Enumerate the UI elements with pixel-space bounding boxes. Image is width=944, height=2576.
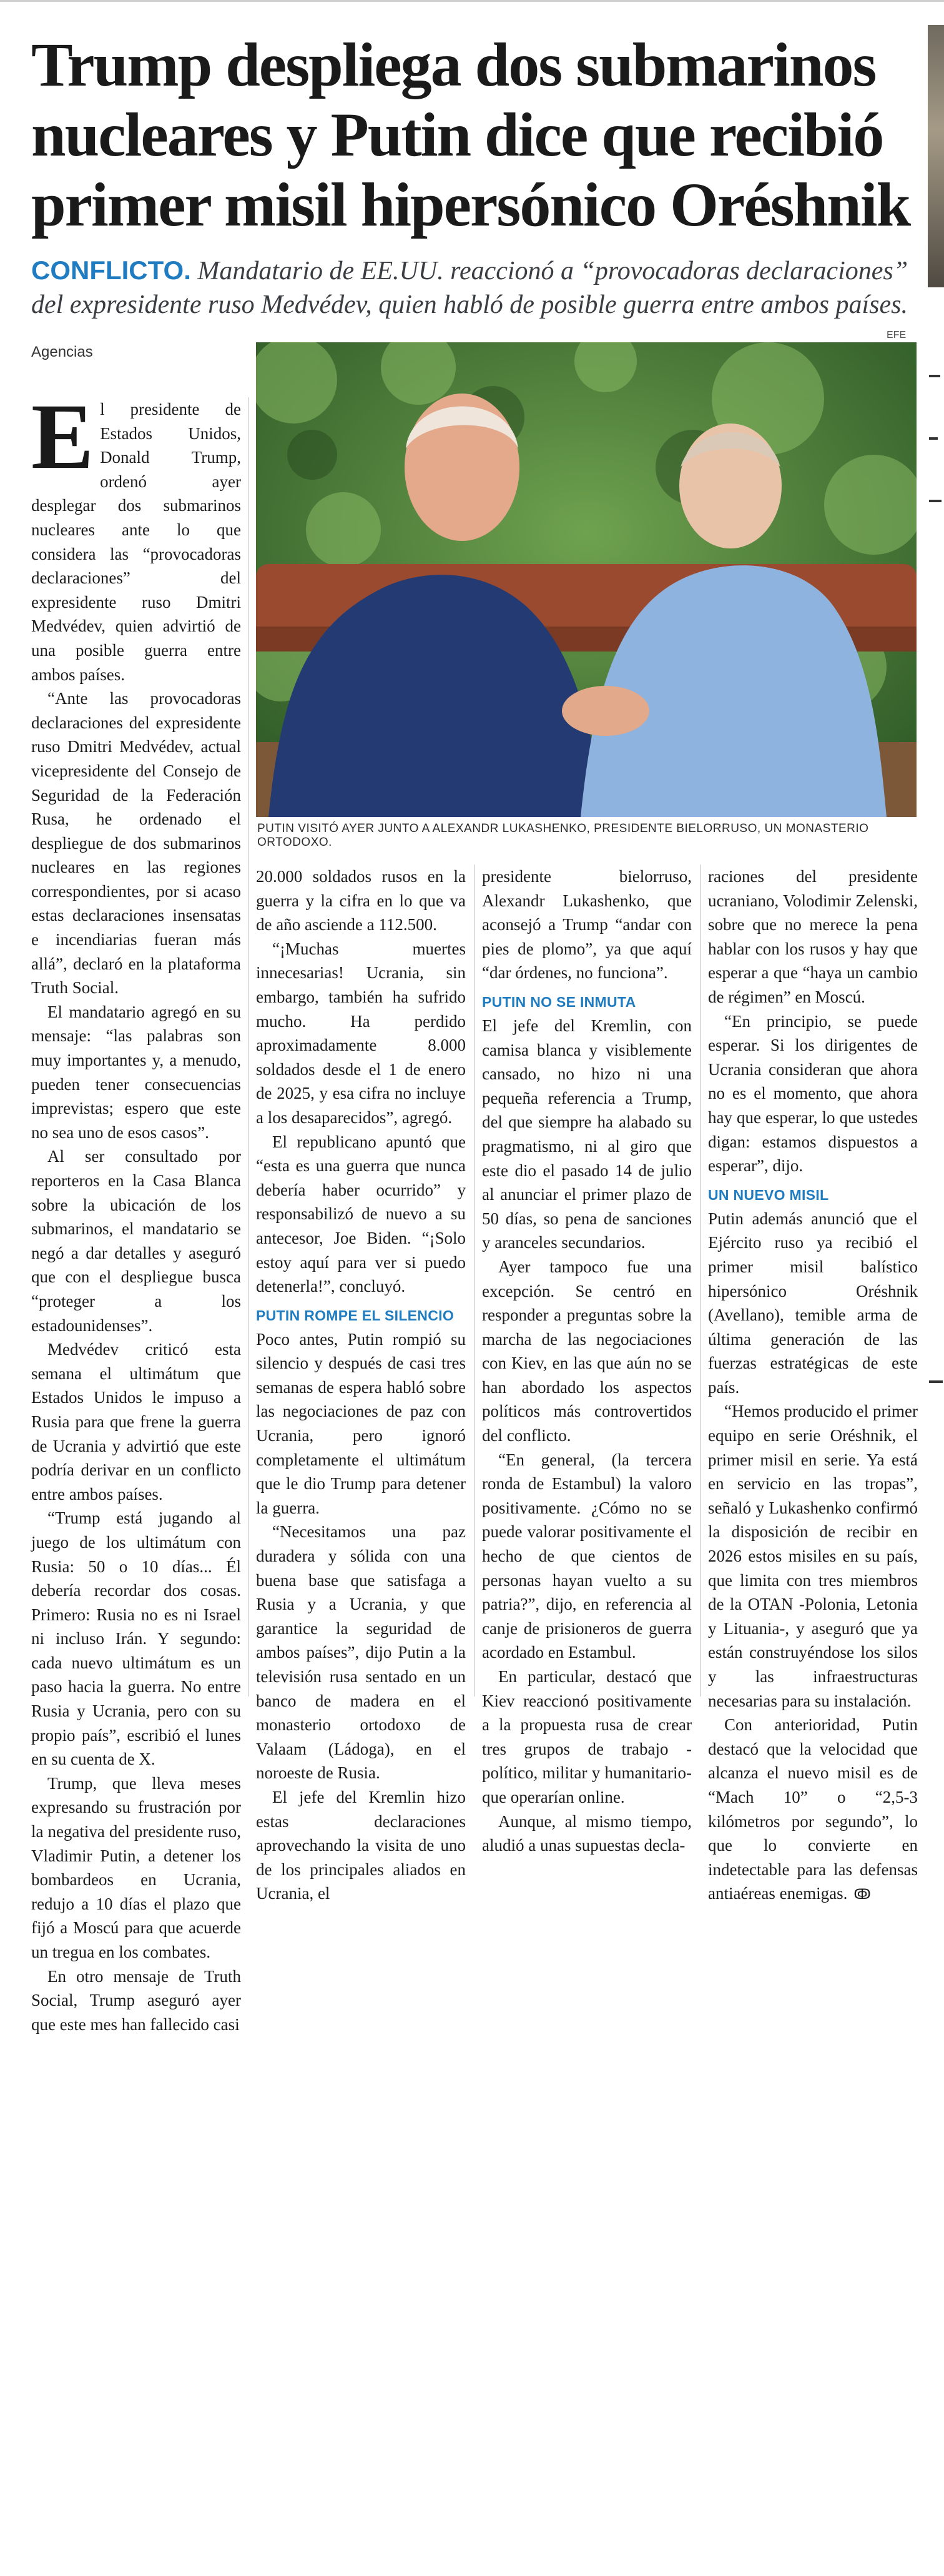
photo [256,342,917,817]
paragraph: Aunque, al mismo tiempo, aludió a unas supuestas decla- [482,1811,692,1855]
paragraph: El jefe del Kremlin hizo estas declaraciones aprovechando la visita de uno de los principales aliados en Ucrania, el [256,1787,466,1903]
paragraph: presidente bielorruso, Alexandr Lukashenko, que aconsejó a Trump “andar con pies de plomo”, ya que aquí “dar órdenes, no funciona”. [482,867,692,983]
subhead-putin-no-se-inmuta: PUTIN NO SE INMUTA [482,993,636,1010]
paragraph: El jefe del Kremlin, con camisa blanca y visiblemente cansado, no hizo ni una pequeña referencia a Trump, del que siempre ha alabado su pragmatismo, ni al giro que este dio el pasado 14 de julio al anunciar el primer plazo de 50 días, so pena de sanciones y aranceles secundarios. [482,1016,692,1252]
adjacent-text-fragment [929,437,938,440]
subhead-un-nuevo-misil: UN NUEVO MISIL [708,1186,829,1203]
column-2 [256,864,466,2576]
photo-caption: PUTIN VISITÓ AYER JUNTO A ALEXANDR LUKASHENKO, PRESIDENTE BIELORRUSO, UN MONASTERIO ORTODOXO. [257,822,869,849]
adjacent-article-edge [928,0,944,1712]
paragraph: Poco antes, Putin rompió su silencio y después de casi tres semanas de espera habló sobre las negociaciones de paz con Ucrania, pero ignoró completamente el ultimátum que le dio Trump para detener la guerra. [256,1329,466,1517]
paragraph: l presidente de Estados Unidos, Donald Trump, ordenó ayer desplegar dos submarinos nucleares ante lo que considera las “provocadoras declaraciones” del expresidente ruso Dmitri Medvédev, quien advirtió de una posible guerra entre ambos países. [31,400,241,684]
paragraph: “¡Muchas muertes innecesarias! Ucrania, sin embargo, también ha sufrido mucho. Ha perdido aproximadamente 8.000 soldados desde el 1 de enero de 2025, y esa cifra no incluye a los desaparecidos”, agregó. [256,939,466,1127]
top-rule [0,0,944,2]
subhead-putin-rompe: PUTIN ROMPE EL SILENCIO [256,1307,455,1324]
paragraph-text: Con anterioridad, Putin destacó que la velocidad que alcanza el nuevo misil es de “Mach 10” o “2,5-3 kilómetros por segundo”, lo que lo convierte en indetectable para las defensas antiaéreas enemigas. [708,1715,918,1903]
photo-credit: EFE [887,330,907,340]
paragraph: El republicano apuntó que “esta es una guerra que nunca debería haber ocurrido” y responsabilizó de nuevo a su antecesor, Joe Biden. “¡Solo estoy aquí para ver si puedo detenerla!”, concluyó. [256,1132,466,1296]
paragraph: raciones del presidente ucraniano, Volodimir Zelenski, sobre que no merece la pena hablar con los rusos y hay que esperar a que “haya un cambio de régimen” en Moscú. [708,867,918,1006]
adjacent-text-fragment [929,375,940,377]
adjacent-photo-edge [928,25,944,287]
deck [31,254,918,322]
paragraph: “En principio, se puede esperar. Si los dirigentes de Ucrania consideran que ahora no es el momento, que ahora hay que esperar, lo que ustedes digan: estamos dispuestos a esperar”, dijo. [708,1011,918,1176]
paragraph: En particular, destacó que Kiev reaccionó positivamente a la propuesta rusa de crear tres grupos de trabajo -político, militar y humanitario- que operarían online. [482,1667,692,1806]
paragraph: En otro mensaje de Truth Social, Trump aseguró ayer que este mes han fallecido casi [31,1966,241,2034]
paragraph: Ayer tampoco fue una excepción. Se centró en responder a preguntas sobre la marcha de las negociaciones con Kiev, en las que aún no se han abordado los aspectos políticos más controvertidos del conflicto. [482,1257,692,1445]
photo-illustration [256,342,917,817]
column-4 [708,864,918,2576]
paragraph: Medvédev criticó esta semana el ultimátum que Estados Unidos le impuso a Rusia para que frene la guerra de Ucrania y advirtió que este podría derivar en un conflicto entre ambos países. [31,1340,241,1503]
paragraph: “Trump está jugando al juego de los ultimátum con Rusia: 50 o 10 días... Él debería recordar dos cosas. Primero: Rusia no es ni Israel ni incluso Irán. Y segundo: cada nuevo ultimátum es un paso hacia la guerra. No entre Rusia y Ucrania, pero con su propio país”, escribió el lunes en su cuenta de X. [31,1508,241,1769]
paragraph: 20.000 soldados rusos en la guerra y la cifra en lo que va de año asciende a 112.500. [256,867,466,934]
adjacent-text-fragment [929,500,942,502]
paragraph: Trump, que lleva meses expresando su frustración por la negativa del presidente ruso, Vladimir Putin, a detener los bombardeos en Ucrania, redujo a 10 días el plazo que fijó a Moscú para que acuerde un tregua en los combates. [31,1773,241,1961]
headline: Trump despliega dos submarinos nucleares y Putin dice que recibió primer misil hipersónico Oréshnik [31,30,910,239]
paragraph [708,1713,918,1908]
byline: Agencias [31,344,93,360]
deck-label: CONFLICTO. [31,255,191,285]
deck-text: Mandatario de EE.UU. reaccionó a “provocadoras declaraciones” del expresidente ruso Medvédev, quien habló de posible guerra entre ambos países. [31,257,908,319]
paragraph: “Hemos producido el primer equipo en serie Oréshnik, el primer misil en serie. Ya está en servicio en las tropas”, señaló y Lukashenko confirmó la disposición de recibir en 2026 estos misiles en su país, que limita con tres miembros de la OTAN -Polonia, Letonia y Lituania-, y aseguró que ya están construyéndose los silos y las infraestructuras necesarias para su instalación. [708,1402,918,1710]
column-3 [482,864,692,2576]
dropcap: E [31,385,94,488]
end-mark-icon: ↂ [853,1887,871,1903]
paragraph: El mandatario agregó en su mensaje: “las palabras son muy importantes y, a menudo, pueden tener consecuencias imprevistas; espero que este no sea uno de esos casos”. [31,1002,241,1142]
column-divider [700,864,701,1697]
adjacent-text-fragment [929,1380,943,1383]
paragraph: “Ante las provocadoras declaraciones del expresidente ruso Dmitri Medvédev, actual vicepresidente del Consejo de Seguridad de la Federación Rusa, he ordenado el despliegue de dos submarinos nucleares en las regiones correspondientes, por si acaso estas declaraciones insensatas e incendiarias fueran más allá”, declaró en la plataforma Truth Social. [31,689,241,998]
column-1 [31,385,241,2109]
paragraph: Putin además anunció que el Ejército ruso ya recibió el primer misil balístico hipersónico Oréshnik (Avellano), temible arma de última generación de las fuerzas estratégicas de este país. [708,1209,918,1397]
paragraph: Al ser consultado por reporteros en la Casa Blanca sobre la ubicación de los submarinos, el mandatario se negó a dar detalles y aseguró que con el despliegue busca “proteger a los estadounidenses”. [31,1147,241,1335]
paragraph: “Necesitamos una paz duradera y sólida con una buena base que satisfaga a Rusia y a Ucrania, y que garantice la seguridad de ambos países”, dijo Putin a la televisión rusa sentado en un banco de madera en el monasterio ortodoxo de Valaam (Ládoga), en el noroeste de Rusia. [256,1522,466,1783]
paragraph: “En general, (la tercera ronda de Estambul) la valoro positivamente. ¿Cómo no se puede valorar positivamente el hecho de que cientos de personas hayan vuelto a su patria?”, dijo, en referencia al canje de prisioneros de guerra acordado en Estambul. [482,1450,692,1662]
